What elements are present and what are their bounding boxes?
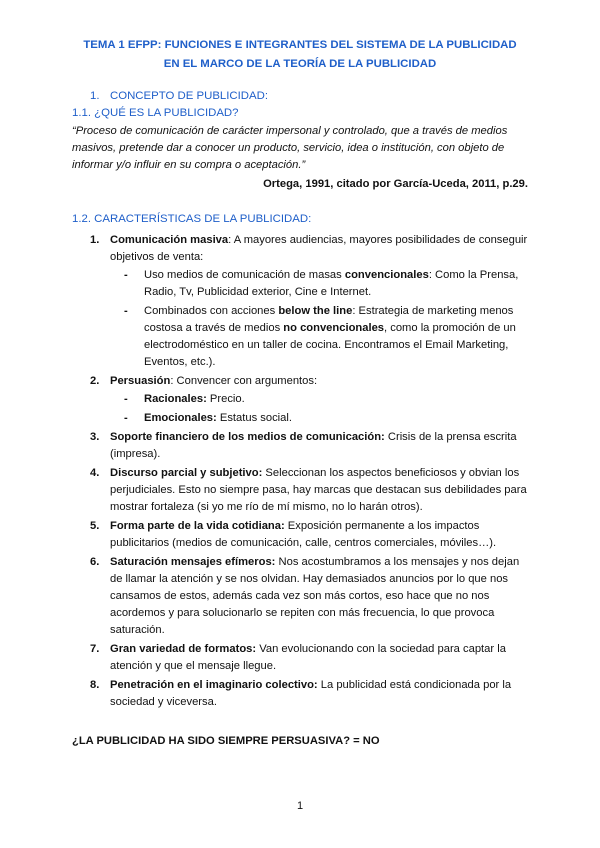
list-item (72, 554, 528, 639)
section-1-1-heading: 1.1. ¿QUÉ ES LA PUBLICIDAD? (72, 107, 239, 119)
item-term: Discurso parcial y subjetivo: (110, 467, 263, 479)
item-term: Penetración en el imaginario colectivo: (110, 679, 318, 691)
item-term: Saturación mensajes efímeros: (110, 556, 276, 568)
item-number: 4. (90, 467, 100, 479)
sub-text: Uso medios de comunicación de masas (144, 269, 345, 281)
page-number: 1 (296, 800, 304, 812)
item-number: 1. (90, 234, 100, 246)
list-item (72, 373, 528, 427)
item-number: 5. (90, 520, 100, 532)
sub-term: Emocionales: (144, 412, 217, 424)
item-text: Nos acostumbramos a los mensajes y nos dejan de llamar la atención y se nos olvidan. Hay demasiados anuncios por lo que nos cansamos de estos, además cada vez son más cortos, eso hace que no nos acordemos y para solucionarlo se repiten con más frecuencia, lo que provoca saturación. (110, 556, 520, 636)
item-number: 6. (90, 556, 100, 568)
sub-list (110, 391, 528, 427)
sub-text: : Como la Prensa, Radio, Tv, Publicidad exterior, Cine e Internet. (144, 269, 519, 298)
sub-text: Combinados con acciones (144, 305, 279, 317)
item-term: Gran variedad de formatos: (110, 643, 257, 655)
list-item (72, 641, 528, 675)
characteristics-list (72, 232, 528, 711)
item-term: Soporte financiero de los medios de comunicación: (110, 431, 385, 443)
list-item (72, 429, 528, 463)
sub-list-item: - Uso medios de comunicación de masas convencionales: Como la Prensa, Radio, Tv, Publicidad exterior, Cine e Internet. (124, 269, 519, 298)
item-term: Comunicación masiva (110, 234, 229, 246)
item-text: Crisis de la prensa escrita (impresa). (110, 431, 517, 460)
item-text: Seleccionan los aspectos beneficiosos y obvian los perjudiciales. Esto no siempre pasa, hay marcas que destacan sus debilidades para mostrar fortaleza (si yo me río de mí mismo, no lo harán otros). (110, 467, 527, 513)
list-item (72, 465, 528, 516)
sub-text: Estatus social. (216, 412, 292, 424)
list-item (72, 232, 528, 371)
section-1-number: 1. (90, 90, 100, 102)
sub-term: below the line (278, 305, 353, 317)
list-item (72, 677, 528, 711)
sub-list-item: - Emocionales: Estatus social. (124, 412, 292, 424)
sub-list-item: - Racionales: Precio. (124, 393, 245, 405)
item-text: Van evolucionando con la sociedad para captar la atención y que el mensaje llegue. (110, 643, 506, 672)
definition-quote: “Proceso de comunicación de carácter impersonal y controlado, que a través de medios masivos, pretende dar a conocer un producto, servicio, idea o institución, con objeto de informar y/o influir en su compra o aceptación.” (72, 125, 508, 171)
item-number: 8. (90, 679, 100, 691)
section-1-heading (72, 88, 528, 105)
item-term: Forma parte de la vida cotidiana: (110, 520, 285, 532)
sub-list-item: - Combinados con acciones below the line: Estrategia de marketing menos costosa a través de medios no convencionales, como la promoción de un electrodoméstico en un taller de cocina. Encontramos el Email Marketing, Eventos, etc.). (124, 305, 516, 368)
section-1-title: CONCEPTO DE PUBLICIDAD: (110, 90, 269, 102)
document-title: TEMA 1 EFPP: FUNCIONES E INTEGRANTES DEL SISTEMA DE LA PUBLICIDAD EN EL MARCO DE LA TEORÍA DE LA PUBLICIDAD (83, 39, 517, 70)
item-term: Persuasión (110, 375, 171, 387)
item-number: 3. (90, 431, 100, 443)
section-1-2-heading: 1.2. CARACTERÍSTICAS DE LA PUBLICIDAD: (72, 213, 312, 225)
item-number: 2. (90, 375, 100, 387)
item-text: Exposición permanente a los impactos publicitarios (medios de comunicación, calle, centros comerciales, móviles…). (110, 520, 497, 549)
item-text: La publicidad está condicionada por la sociedad y viceversa. (110, 679, 512, 708)
sub-term: no convencionales (283, 322, 385, 334)
final-question: ¿LA PUBLICIDAD HA SIDO SIEMPRE PERSUASIVA? = NO (72, 735, 380, 747)
citation: Ortega, 1991, citado por García-Uceda, 2011, p.29. (263, 178, 528, 190)
sub-list (110, 267, 528, 371)
sub-term: convencionales (344, 269, 429, 281)
item-text: : A mayores audiencias, mayores posibilidades de conseguir objetivos de venta: (110, 234, 528, 263)
list-item (72, 518, 528, 552)
item-text: : Convencer con argumentos: (170, 375, 318, 387)
sub-term: Racionales: (144, 393, 207, 405)
item-number: 7. (90, 643, 100, 655)
sub-text: Precio. (206, 393, 245, 405)
sub-text: : Estrategia de marketing menos costosa a través de medios (144, 305, 514, 334)
sub-text: , como la promoción de un electrodoméstico en un taller de cocina. Encontramos el Email Marketing, Eventos, etc.). (144, 322, 516, 368)
